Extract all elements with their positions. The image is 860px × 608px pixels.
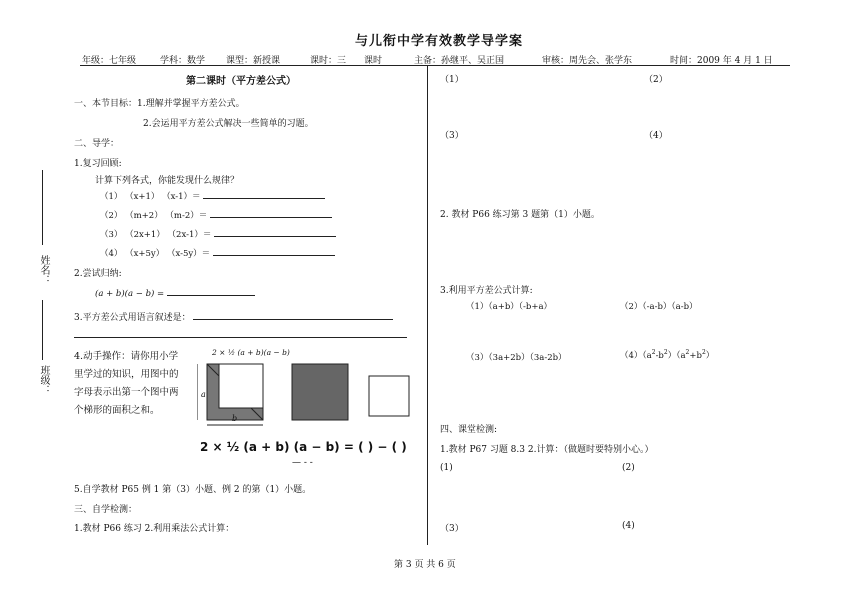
figure-2-gray-square: [292, 364, 348, 420]
review-heading: 1.复习回顾:: [74, 159, 122, 169]
inner-square: [219, 364, 263, 408]
exercise-3: 3.利用平方差公式计算:: [440, 286, 533, 296]
review-intro: 计算下列各式，你能发现什么规律？: [95, 176, 240, 186]
header-rule: [80, 65, 790, 66]
class-check-heading: 四、课堂检测:: [440, 425, 498, 435]
figure-label-a: a: [201, 390, 206, 399]
equation-4: （4） （x+5y） （x-5y）＝: [100, 246, 335, 259]
goals-2: 2.会运用平方差公式解决一些简单的习题。: [143, 119, 314, 129]
question-3: （3）（3a+2b）（3a-2b）: [466, 353, 567, 363]
class-check-c4: (4): [622, 521, 635, 531]
question-4: $(4)(a^2-b^2)(a^2+b^2)$: [620, 349, 715, 361]
header-subject: 学科：数学: [160, 56, 206, 66]
guide-heading: 二、导学：: [74, 139, 120, 149]
question-2: （2）（-a-b）（a-b）: [620, 302, 698, 312]
hands-on-text: 4.动手操作：请你用小学 里学过的知识，用图中的 字母表示出第一个图中两 个梯形的面积之和。: [74, 351, 179, 416]
class-label: 班级：: [38, 365, 49, 395]
column-divider: [427, 65, 428, 545]
equation-1: （1） （x+1） （x-1）＝: [100, 189, 325, 202]
class-check-1: 1.教材 P67 习题 8.3 2.计算：（做题时要特别小心。）: [440, 445, 654, 455]
describe-line-2: [74, 337, 407, 338]
formula-dashes: — - -: [292, 458, 313, 468]
document-title: 与儿衔中学有效教学导学案: [355, 34, 524, 49]
class-line: [42, 300, 43, 360]
header-lesson-type: 课型：新授课: [226, 56, 281, 66]
figure-1: [197, 364, 263, 425]
figure-caption: 2 × ½ (a + b)(a − b): [212, 348, 290, 357]
class-check-c3: （3）: [440, 524, 464, 534]
figure-label-b: b: [232, 414, 238, 423]
exercise-2: 2. 教材 P66 练习第 3 题第（1）小题。: [440, 210, 600, 220]
header-date: 时间：2009 年 4 月 1 日: [670, 56, 773, 66]
right-p3: （3）: [440, 131, 464, 141]
right-p1: （1）: [440, 75, 464, 85]
header-editors: 主备：孙继平、吴正国: [414, 56, 505, 66]
figure-3-empty-square: [369, 376, 409, 416]
class-check-c2: (2): [622, 463, 635, 473]
self-check-heading: 三、自学检测：: [74, 505, 138, 515]
induce-heading: 2.尝试归纳:: [74, 269, 122, 279]
page-footer: 第 3 页 共 6 页: [394, 560, 456, 570]
header-period: 课时：三: [310, 56, 347, 66]
goals-1: 一、本节目标：1.理解并掌握平方差公式。: [74, 99, 245, 109]
self-study: 5.自学教材 P65 例 1 第（3）小题、例 2 的第（1）小题。: [74, 485, 312, 495]
lesson-title: 第二课时（平方差公式）: [186, 76, 296, 87]
name-label: 姓名：: [38, 255, 49, 285]
header-grade: 年级：七年级: [82, 56, 137, 66]
big-formula: 2 × ½ (a + b) (a − b) = ( ) − ( ): [200, 440, 407, 454]
name-line: [42, 170, 43, 245]
right-p4: （4）: [644, 131, 668, 141]
header-reviewers: 审核：周先会、张学东: [542, 56, 633, 66]
equation-3: （3） （2x+1） （2x-1）＝: [100, 227, 336, 240]
describe-heading: 3.平方差公式用语言叙述是：: [74, 310, 393, 323]
right-p2: （2）: [644, 75, 668, 85]
class-check-c1: (1): [440, 463, 453, 473]
equation-2: （2） （m+2） （m-2）＝: [100, 208, 332, 221]
exercise-1: 1.教材 P66 练习 2.利用乘法公式计算：: [74, 524, 235, 534]
formula-blank: (a + b)(a − b) =: [95, 286, 255, 299]
question-1: （1）（a+b）（-b+a）: [466, 302, 553, 312]
trapezoid-figures: [197, 360, 417, 430]
header-period-unit: 课时: [364, 56, 383, 66]
